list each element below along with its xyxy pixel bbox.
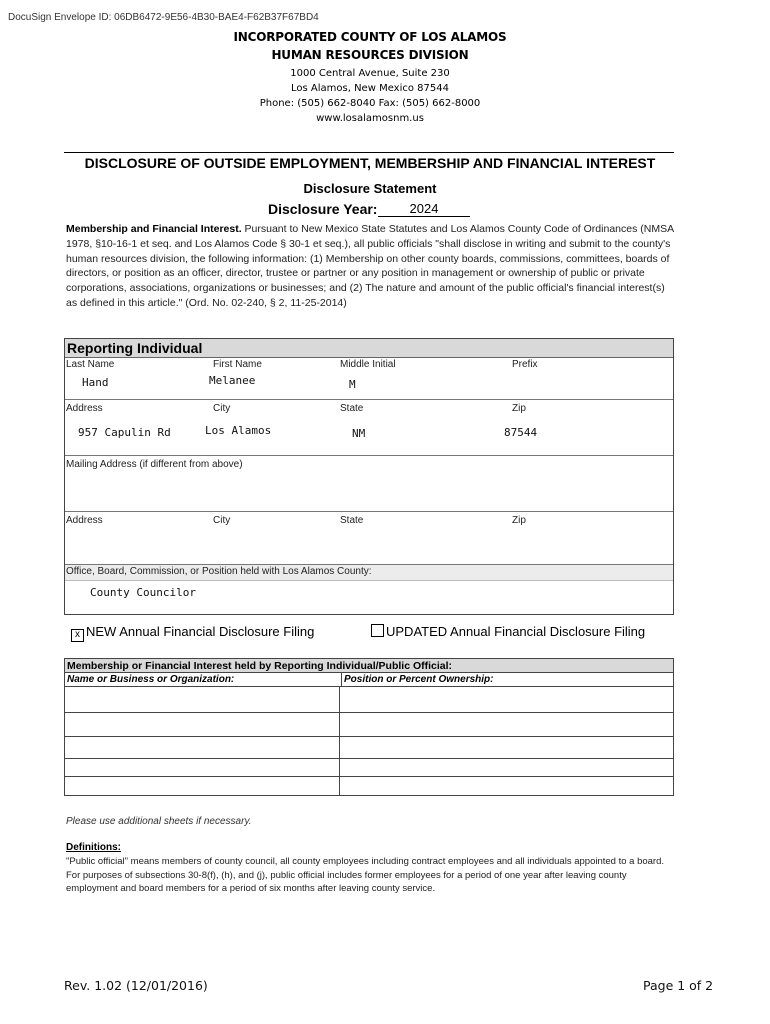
column-header-name: Name or Business or Organization: <box>65 673 342 686</box>
definitions-text: "Public official" means members of county council, all county employees including contract employees and all individuals appointed to a board. For purposes of subsections 30-8(f), (h), and (j), public official includes former employees for a period of one year after leaving county employment and board members for a period of six months after leaving county service. <box>66 856 665 894</box>
division-name: HUMAN RESOURCES DIVISION <box>271 48 469 62</box>
org-phone: Phone: (505) 662-8040 Fax: (505) 662-8000 <box>259 98 481 109</box>
table-row <box>64 759 674 777</box>
table-row <box>64 777 674 796</box>
updated-filing-checkbox[interactable] <box>371 624 384 637</box>
form-subtitle: Disclosure Statement <box>303 181 437 196</box>
position-cell[interactable] <box>340 759 673 776</box>
city-field[interactable]: Los Alamos <box>205 424 272 437</box>
first-name-label: First Name <box>213 359 262 370</box>
interest-table <box>64 658 674 796</box>
title-rule <box>64 152 674 153</box>
page-number: Page 1 of 2 <box>643 978 714 993</box>
updated-filing-option[interactable] <box>371 624 645 639</box>
prefix-label: Prefix <box>512 359 538 370</box>
form-title: DISCLOSURE OF OUTSIDE EMPLOYMENT, MEMBERSHIP AND FINANCIAL INTEREST <box>84 155 656 171</box>
mailing-address-sublabel: Address <box>66 515 103 526</box>
new-filing-checkbox[interactable]: x <box>71 629 84 642</box>
new-filing-option[interactable] <box>71 624 314 642</box>
updated-filing-label: UPDATED Annual Financial Disclosure Filing <box>386 624 646 639</box>
row-divider <box>65 399 673 400</box>
position-cell[interactable] <box>340 687 673 712</box>
table-row <box>64 713 674 737</box>
name-cell[interactable] <box>65 687 340 712</box>
name-cell[interactable] <box>65 759 340 776</box>
mailing-city-label: City <box>213 515 231 526</box>
office-label-bar <box>65 564 673 581</box>
table-row <box>64 737 674 759</box>
mailing-state-label: State <box>340 515 364 526</box>
reporting-heading: Reporting Individual <box>65 339 673 358</box>
org-address: 1000 Central Avenue, Suite 230 <box>290 68 450 79</box>
middle-initial-label: Middle Initial <box>340 359 396 370</box>
office-field[interactable]: County Councilor <box>90 586 196 599</box>
position-cell[interactable] <box>340 713 673 736</box>
office-label: Office, Board, Commission, or Position held with Los Alamos County: <box>66 566 372 577</box>
last-name-label: Last Name <box>66 359 115 370</box>
interest-table-header-row <box>64 672 674 687</box>
intro-body: Pursuant to New Mexico State Statutes and Los Alamos County Code of Ordinances (NMSA 1978, §10-16-1 et seq. and Los Alamos Code § 30-1 et seq.), all public officials "shall disclose in writing and submit to the county's human resources division, the following information: (1) Membership on other county boards, commissions, committees, boards of directors, or position as an officer, director, trustee or partner or any position in management or ownership of public or private corporations, associations, organizations or businesses; and (2) The nature and amount of the public official's financial interest(s) as defined in this article." (Ord. No. 02-240, § 2, 11-25-2014) <box>66 223 674 309</box>
row-divider <box>65 455 673 456</box>
envelope-id: DocuSign Envelope ID: 06DB6472-9E56-4B30-BAE4-F62B37F67BD4 <box>8 12 319 23</box>
mailing-zip-label: Zip <box>512 515 526 526</box>
definitions-heading: Definitions: <box>66 842 121 853</box>
last-name-field[interactable]: Hand <box>82 376 109 389</box>
name-cell[interactable] <box>65 777 340 795</box>
table-row <box>64 687 674 713</box>
state-label: State <box>340 403 364 414</box>
name-cell[interactable] <box>65 713 340 736</box>
interest-table-heading: Membership or Financial Interest held by Reporting Individual/Public Official: <box>64 658 674 672</box>
mailing-address-label: Mailing Address (if different from above) <box>66 459 243 470</box>
intro-lead: Membership and Financial Interest. <box>66 223 242 235</box>
first-name-field[interactable]: Melanee <box>209 374 256 387</box>
row-divider <box>65 511 673 512</box>
revision-label: Rev. 1.02 (12/01/2016) <box>64 978 208 993</box>
position-cell[interactable] <box>340 777 673 795</box>
address-field[interactable]: 957 Capulin Rd <box>78 426 171 439</box>
intro-paragraph <box>66 222 676 311</box>
org-name: INCORPORATED COUNTY OF LOS ALAMOS <box>233 30 507 44</box>
reporting-individual-section <box>64 338 674 615</box>
column-header-position: Position or Percent Ownership: <box>344 674 494 685</box>
new-filing-label: NEW Annual Financial Disclosure Filing <box>86 624 315 639</box>
additional-sheets-note: Please use additional sheets if necessary. <box>66 816 252 827</box>
state-field[interactable]: NM <box>352 427 366 440</box>
zip-label: Zip <box>512 403 526 414</box>
org-website: www.losalamosnm.us <box>316 113 424 124</box>
middle-initial-field[interactable]: M <box>349 378 356 391</box>
name-cell[interactable] <box>65 737 340 758</box>
org-city: Los Alamos, New Mexico 87544 <box>291 83 449 94</box>
address-label: Address <box>66 403 103 414</box>
disclosure-year-field[interactable]: 2024 <box>378 201 470 217</box>
zip-field[interactable]: 87544 <box>504 426 538 439</box>
disclosure-year-label: Disclosure Year: <box>268 201 378 217</box>
city-label: City <box>213 403 231 414</box>
position-cell[interactable] <box>340 737 673 758</box>
